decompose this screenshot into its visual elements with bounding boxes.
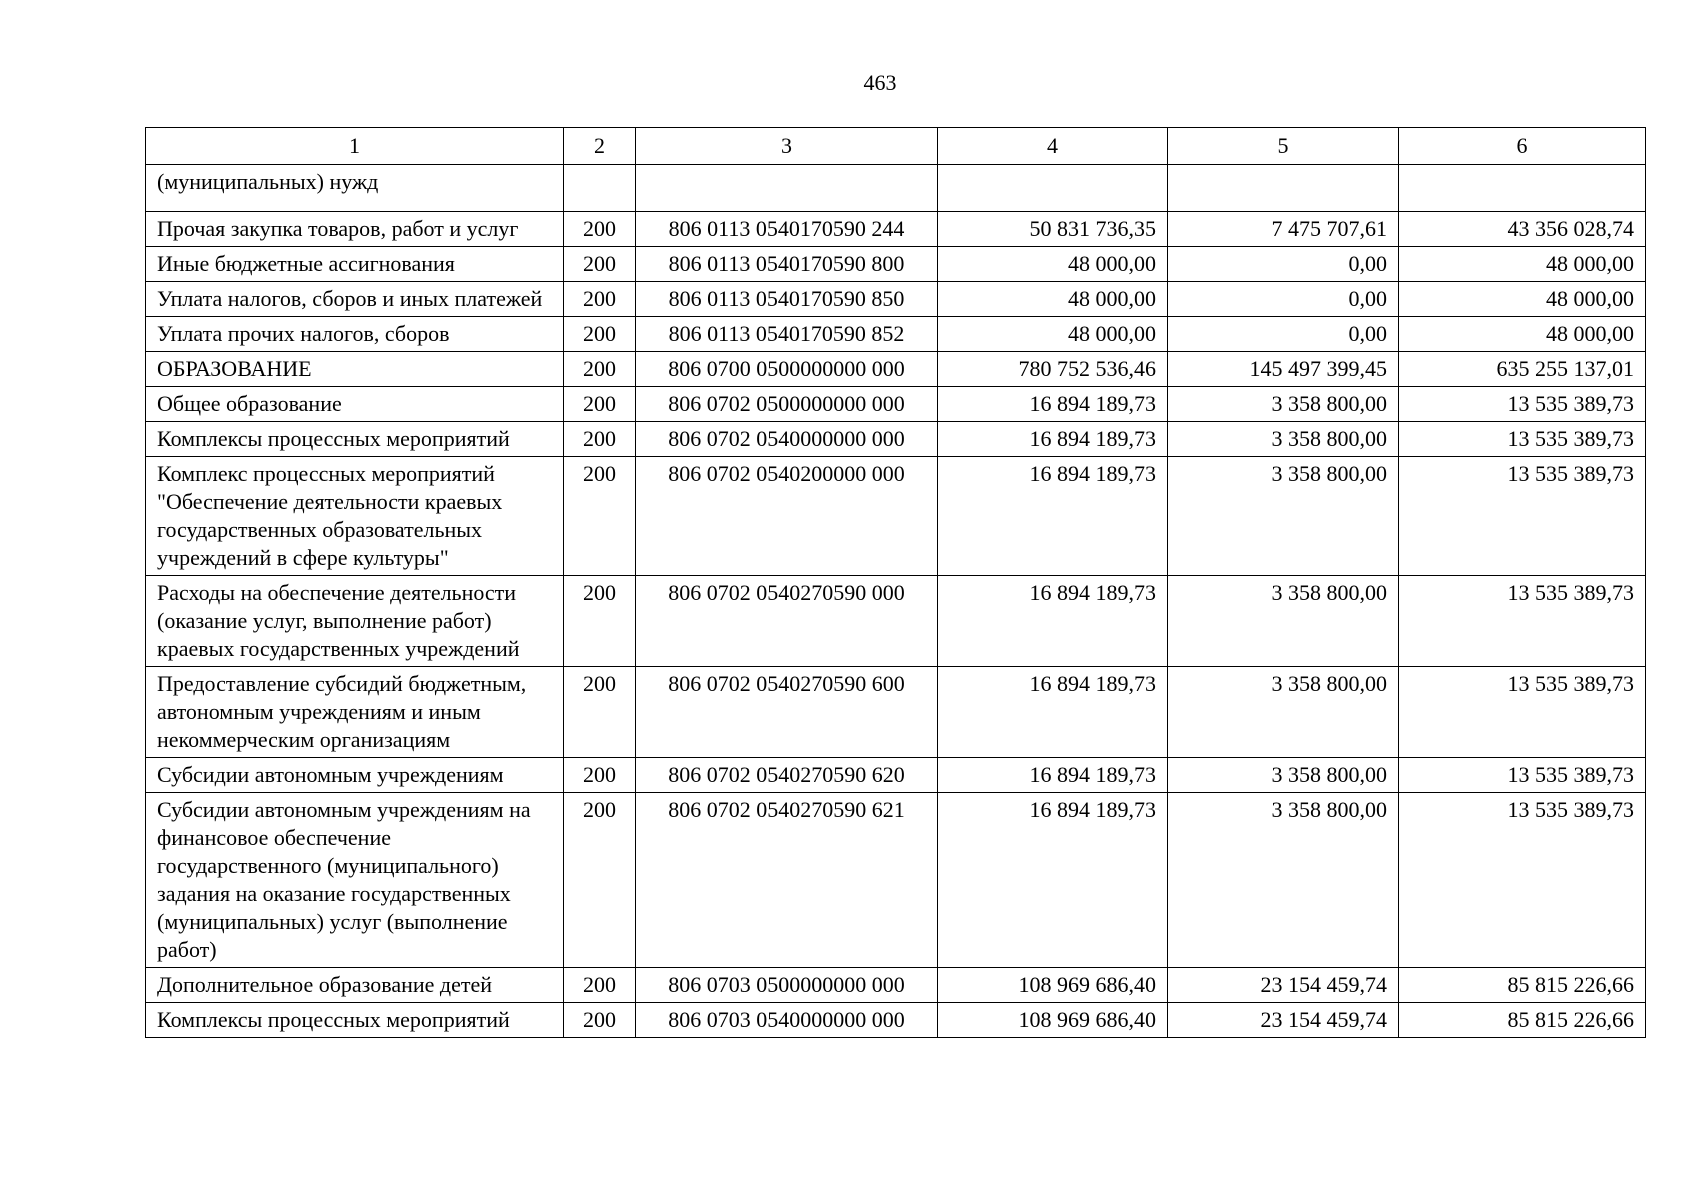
page-number: 463 (863, 70, 897, 95)
row-col5-cell (1168, 165, 1399, 212)
row-col5-cell: 23 154 459,74 (1168, 1003, 1399, 1038)
row-name-cell: Субсидии автономным учреждениям на финансовое обеспечение государственного (муниципального) задания на оказание государственных (муниципальных) услуг (выполнение работ) (146, 793, 564, 968)
row-name-cell: Уплата налогов, сборов и иных платежей (146, 282, 564, 317)
row-code-cell: 200 (564, 667, 636, 758)
row-classification-cell: 806 0113 0540170590 852 (636, 317, 938, 352)
row-col4-cell: 16 894 189,73 (938, 576, 1168, 667)
row-name-cell: ОБРАЗОВАНИЕ (146, 352, 564, 387)
row-name-cell: Уплата прочих налогов, сборов (146, 317, 564, 352)
row-name-cell: Прочая закупка товаров, работ и услуг (146, 212, 564, 247)
table-row (146, 422, 1646, 457)
row-col5-cell: 23 154 459,74 (1168, 968, 1399, 1003)
row-classification-cell: 806 0703 0540000000 000 (636, 1003, 938, 1038)
row-col6-cell: 13 535 389,73 (1399, 793, 1646, 968)
row-classification-cell: 806 0700 0500000000 000 (636, 352, 938, 387)
header-col-5: 5 (1168, 128, 1399, 165)
row-col5-cell: 3 358 800,00 (1168, 793, 1399, 968)
table-row (146, 758, 1646, 793)
row-name-cell: Расходы на обеспечение деятельности (оказание услуг, выполнение работ) краевых государственных учреждений (146, 576, 564, 667)
table-row (146, 576, 1646, 667)
header-col-3: 3 (636, 128, 938, 165)
row-name-cell: Предоставление субсидий бюджетным, автономным учреждениям и иным некоммерческим организациям (146, 667, 564, 758)
row-col4-cell (938, 165, 1168, 212)
row-col4-cell: 108 969 686,40 (938, 1003, 1168, 1038)
row-code-cell (564, 165, 636, 212)
table-row (146, 247, 1646, 282)
row-classification-cell: 806 0702 0540200000 000 (636, 457, 938, 576)
table-row (146, 793, 1646, 968)
row-col6-cell: 43 356 028,74 (1399, 212, 1646, 247)
row-col6-cell: 48 000,00 (1399, 247, 1646, 282)
row-code-cell: 200 (564, 457, 636, 576)
row-col5-cell: 0,00 (1168, 282, 1399, 317)
row-classification-cell: 806 0113 0540170590 800 (636, 247, 938, 282)
row-code-cell: 200 (564, 387, 636, 422)
row-classification-cell (636, 165, 938, 212)
row-classification-cell: 806 0702 0540270590 621 (636, 793, 938, 968)
row-col4-cell: 108 969 686,40 (938, 968, 1168, 1003)
row-col5-cell: 3 358 800,00 (1168, 457, 1399, 576)
row-col4-cell: 48 000,00 (938, 317, 1168, 352)
row-col5-cell: 3 358 800,00 (1168, 758, 1399, 793)
row-col5-cell: 7 475 707,61 (1168, 212, 1399, 247)
table-row (146, 352, 1646, 387)
table-row (146, 282, 1646, 317)
row-col6-cell: 13 535 389,73 (1399, 667, 1646, 758)
row-col5-cell: 3 358 800,00 (1168, 422, 1399, 457)
row-code-cell: 200 (564, 282, 636, 317)
row-code-cell: 200 (564, 247, 636, 282)
row-col6-cell: 13 535 389,73 (1399, 387, 1646, 422)
table-row (146, 457, 1646, 576)
row-col6-cell: 635 255 137,01 (1399, 352, 1646, 387)
row-code-cell: 200 (564, 793, 636, 968)
row-classification-cell: 806 0702 0500000000 000 (636, 387, 938, 422)
row-name-cell: (муниципальных) нужд (146, 165, 564, 212)
row-name-cell: Комплексы процессных мероприятий (146, 422, 564, 457)
row-classification-cell: 806 0113 0540170590 244 (636, 212, 938, 247)
header-col-4: 4 (938, 128, 1168, 165)
row-col4-cell: 16 894 189,73 (938, 457, 1168, 576)
table-body (146, 165, 1646, 1038)
row-col5-cell: 3 358 800,00 (1168, 576, 1399, 667)
table-row (146, 667, 1646, 758)
row-col5-cell: 0,00 (1168, 247, 1399, 282)
row-col4-cell: 16 894 189,73 (938, 422, 1168, 457)
row-col4-cell: 16 894 189,73 (938, 758, 1168, 793)
header-col-6: 6 (1399, 128, 1646, 165)
row-col5-cell: 145 497 399,45 (1168, 352, 1399, 387)
row-col6-cell: 85 815 226,66 (1399, 968, 1646, 1003)
row-col6-cell: 13 535 389,73 (1399, 457, 1646, 576)
row-classification-cell: 806 0113 0540170590 850 (636, 282, 938, 317)
row-code-cell: 200 (564, 1003, 636, 1038)
row-col5-cell: 0,00 (1168, 317, 1399, 352)
row-name-cell: Иные бюджетные ассигнования (146, 247, 564, 282)
row-classification-cell: 806 0702 0540270590 620 (636, 758, 938, 793)
row-col6-cell (1399, 165, 1646, 212)
row-code-cell: 200 (564, 212, 636, 247)
row-col5-cell: 3 358 800,00 (1168, 667, 1399, 758)
table-row (146, 1003, 1646, 1038)
table-row (146, 212, 1646, 247)
table-header (146, 128, 1646, 165)
row-col6-cell: 48 000,00 (1399, 282, 1646, 317)
row-col4-cell: 16 894 189,73 (938, 667, 1168, 758)
row-col6-cell: 85 815 226,66 (1399, 1003, 1646, 1038)
row-col6-cell: 13 535 389,73 (1399, 758, 1646, 793)
row-col4-cell: 16 894 189,73 (938, 387, 1168, 422)
row-name-cell: Комплекс процессных мероприятий "Обеспечение деятельности краевых государственных образовательных учреждений в сфере культуры" (146, 457, 564, 576)
row-col4-cell: 48 000,00 (938, 247, 1168, 282)
row-col4-cell: 16 894 189,73 (938, 793, 1168, 968)
row-col5-cell: 3 358 800,00 (1168, 387, 1399, 422)
row-code-cell: 200 (564, 422, 636, 457)
table-row (146, 165, 1646, 212)
row-name-cell: Субсидии автономным учреждениям (146, 758, 564, 793)
header-col-1: 1 (146, 128, 564, 165)
row-classification-cell: 806 0702 0540270590 000 (636, 576, 938, 667)
table-row (146, 317, 1646, 352)
budget-table (145, 127, 1646, 1038)
row-code-cell: 200 (564, 317, 636, 352)
row-col4-cell: 50 831 736,35 (938, 212, 1168, 247)
row-code-cell: 200 (564, 758, 636, 793)
row-classification-cell: 806 0703 0500000000 000 (636, 968, 938, 1003)
row-classification-cell: 806 0702 0540000000 000 (636, 422, 938, 457)
table-row (146, 968, 1646, 1003)
row-name-cell: Комплексы процессных мероприятий (146, 1003, 564, 1038)
row-name-cell: Дополнительное образование детей (146, 968, 564, 1003)
row-name-cell: Общее образование (146, 387, 564, 422)
header-col-2: 2 (564, 128, 636, 165)
row-code-cell: 200 (564, 968, 636, 1003)
row-col6-cell: 13 535 389,73 (1399, 576, 1646, 667)
row-col6-cell: 13 535 389,73 (1399, 422, 1646, 457)
row-col4-cell: 780 752 536,46 (938, 352, 1168, 387)
row-col4-cell: 48 000,00 (938, 282, 1168, 317)
row-classification-cell: 806 0702 0540270590 600 (636, 667, 938, 758)
table-row (146, 387, 1646, 422)
header-row (146, 128, 1646, 165)
row-col6-cell: 48 000,00 (1399, 317, 1646, 352)
row-code-cell: 200 (564, 352, 636, 387)
row-code-cell: 200 (564, 576, 636, 667)
